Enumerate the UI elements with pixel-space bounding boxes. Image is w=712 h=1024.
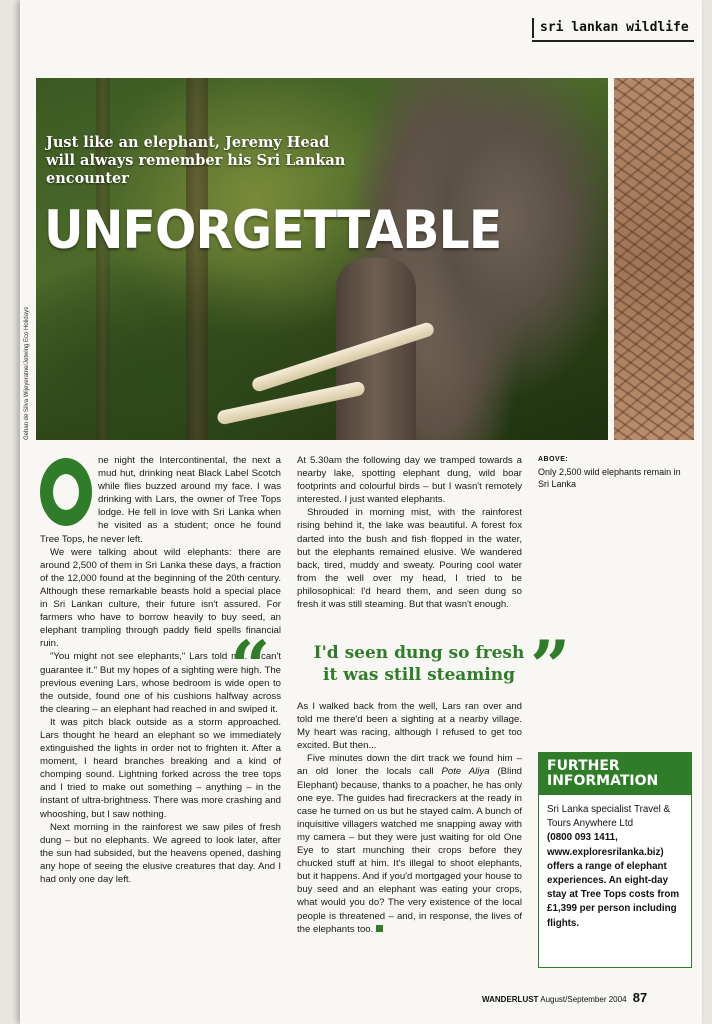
paragraph (297, 752, 522, 935)
end-mark-icon (376, 925, 383, 932)
paragraph: Next morning in the rainforest we saw piles of fresh dung – but no elephants. We agreed to look later, after the sun had subsided, but the heavens opened, dashing any hope of seeing the elusive creatures that day. And I had only one day left. (40, 821, 281, 885)
caption-text: Only 2,500 wild elephants remain in Sri Lanka (538, 467, 681, 489)
paragraph-text: Five minutes down the dirt track we found him – an old loner the locals call (297, 753, 522, 778)
heading-line: INFORMATION (547, 773, 659, 789)
elephant-skin-photo (614, 78, 694, 440)
info-text: Sri Lanka specialist Travel & Tours Anywhere Ltd (547, 804, 671, 830)
pull-quote-text: I'd seen dung so fresh it was still steaming (313, 643, 525, 685)
paragraph: "You might not see elephants," Lars told me. "I can't guarantee it." But my hopes of a sighting were high. The previous evening Lars, whose bedroom is wide open to the outside, found one of his cushions halfway across the clearing – an elephant had reached in and swiped it. (40, 651, 281, 715)
drop-cap-o (40, 458, 92, 526)
paragraph (40, 454, 281, 546)
article-column-2-bottom (297, 700, 522, 936)
paragraph-text: ne night the Intercontinental, the next a mud hut, drinking neat Black Label Scotch while flies buzzed around my face. I was drinking with Lars, the owner of Tree Tops lodge. He fell in love with Sri Lanka when he visited as a student; once he found Tree Tops, he never left. (40, 455, 281, 545)
section-rule (532, 40, 694, 42)
magazine-name: WANDERLUST (482, 995, 539, 1004)
italic-term: Pote Aliya (441, 766, 490, 778)
page-footer (482, 990, 647, 1005)
further-info-heading (539, 753, 691, 795)
article-column-2-top (297, 454, 522, 611)
hero-intro: Just like an elephant, Jeremy Head will always remember his Sri Lankan encounter (46, 134, 346, 187)
hero-photo (36, 78, 608, 440)
further-info-box (538, 752, 692, 968)
paragraph: At 5.30am the following day we tramped towards a nearby lake, spotting elephant dung, wild boar footprints and colourful birds – but I wasn't remotely interested. I just wanted elephants. (297, 455, 522, 506)
photo-credit: Gehan de Silva Wijeyeratne/Jetwing Eco Holidays (24, 306, 30, 440)
further-info-body (539, 795, 691, 939)
paragraph: It was pitch black outside as a storm approached. Lars thought he heard an elephant so we immediately extinguished the lights in order not to frighten it. After a moment, I heard branches breaking and a kind of chomping sound. Lightning forked across the tree tops and I tried to make out something – anything – in the instant of ultra-brightness. There was more crashing and whooshing, but I saw nothing. (40, 716, 281, 820)
paragraph-text: (Blind Elephant) because, thanks to a poacher, he has only one eye. The guides had firecrackers at the ready in case he turned on us but he stayed calm. A bunch of inquisitive villagers watched me snapping away with my camera – but they were just waiting for old One Eye to start munching their crops before they chucked stuff at him. It's illegal to shoot elephants, but it happens. And if you'd mortgaged your house to buy seed and an elephant was eating your crops, what would you do? The very existence of the local people is threatened – and, in response, the lives of the elephants too. (297, 766, 522, 935)
caption-label: ABOVE: (538, 456, 569, 463)
info-text-bold: (0800 093 1411, www.exploresrilanka.biz) offers a range of elephant experiences. An eight-day stay at Tree Tops costs from £1,399 per person including flights. (547, 832, 680, 929)
photo-caption (538, 454, 683, 490)
paragraph: Shrouded in morning mist, with the rainforest rising behind it, the lake was beautiful. A forest fox darted into the bush and fish flopped in the water, but the elephants remained elusive. We wandered back, tired, muddy and sweaty. Pouring cool water from the well over my head, I tried to be philosophical: I'd heard them, and seen dung so fresh it was still steaming. But that wasn't enough. (297, 507, 522, 611)
article-title: UNFORGETTABLE (44, 200, 502, 261)
close-quote-mark: ” (530, 625, 571, 708)
open-quote-mark: “ (230, 625, 271, 708)
paragraph: We were talking about wild elephants: there are around 2,500 of them in Sri Lanka these days, a fraction of the 12,000 found at the beginning of the 20th century. Although these remarkable beasts hold a special place in Sri Lankan culture, their future isn't assured. For farmers who have to borrow heavily to buy seed, an elephant trampling through paddy field spells financial ruin. (40, 546, 281, 650)
pull-quote (230, 625, 600, 708)
section-tag: sri lankan wildlife (532, 18, 700, 38)
paragraph: As I walked back from the well, Lars ran over and told me there'd been a sighting at a nearby village. My heart was racing, although I refused to get too excited. But then... (297, 701, 522, 752)
issue-date: August/September 2004 (540, 995, 627, 1004)
heading-line: FURTHER (547, 758, 620, 774)
page-number: 87 (632, 990, 648, 1005)
